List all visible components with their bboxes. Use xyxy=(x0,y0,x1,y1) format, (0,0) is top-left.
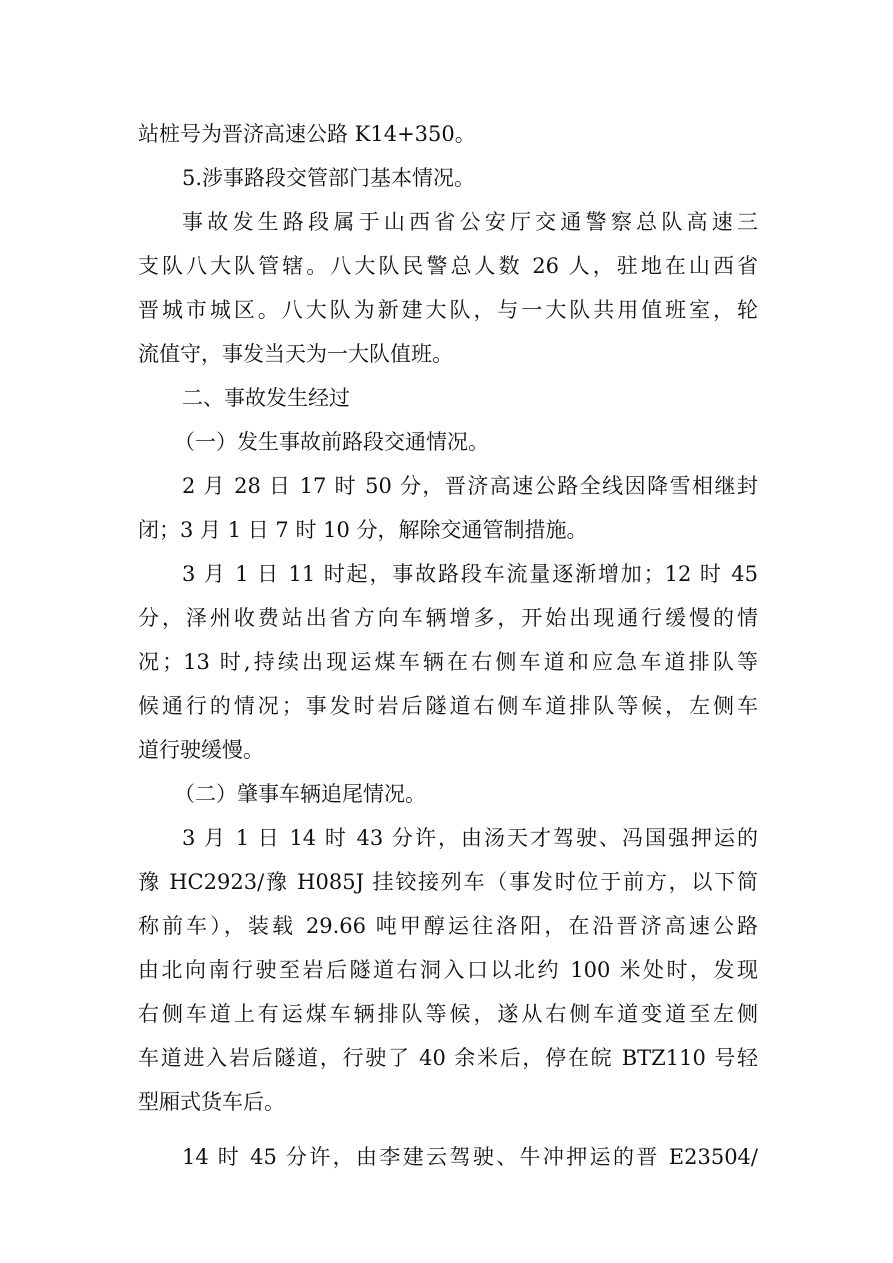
text-line: 事故发生路段属于山西省公安厅交通警察总队高速三 xyxy=(182,210,758,234)
text-line: 豫 HC2923/豫 H085J 挂铰接列车（事发时位于前方，以下简 xyxy=(138,870,758,894)
text-line: 车道进入岩后隧道，行驶了 40 余米后，停在皖 BTZ110 号轻 xyxy=(138,1046,758,1070)
text-line: 候通行的情况；事发时岩后隧道右侧车道排队等候，左侧车 xyxy=(138,694,758,718)
text-line: 闭；3 月 1 日 7 时 10 分，解除交通管制措施。 xyxy=(138,518,588,542)
text-line: 道行驶缓慢。 xyxy=(138,738,264,762)
subsection-heading: （一）发生事故前路段交通情况。 xyxy=(174,430,489,454)
text-line: 支队八大队管辖。八大队民警总人数 26 人，驻地在山西省 xyxy=(138,254,758,278)
text-line: 况；13 时,持续出现运煤车辆在右侧车道和应急车道排队等 xyxy=(138,650,758,674)
text-line: 3 月 1 日 11 时起，事故路段车流量逐渐增加；12 时 45 xyxy=(182,562,758,586)
text-line: 流值守，事发当天为一大队值班。 xyxy=(138,342,453,366)
subsection-heading: （二）肇事车辆追尾情况。 xyxy=(174,782,426,806)
text-line: 2 月 28 日 17 时 50 分，晋济高速公路全线因降雪相继封 xyxy=(182,474,758,498)
section-heading: 二、事故发生经过 xyxy=(182,386,350,410)
text-line: 晋城市城区。八大队为新建大队，与一大队共用值班室，轮 xyxy=(138,298,758,322)
text-line: 14 时 45 分许，由李建云驾驶、牛冲押运的晋 E23504/ xyxy=(182,1145,758,1169)
section-heading: 5.涉事路段交管部门基本情况。 xyxy=(182,166,476,190)
text-line: 3 月 1 日 14 时 43 分许，由汤天才驾驶、冯国强押运的 xyxy=(182,826,758,850)
document-body xyxy=(138,112,758,1179)
text-line: 站桩号为晋济高速公路 K14+350。 xyxy=(138,122,476,146)
text-line: 右侧车道上有运煤车辆排队等候，遂从右侧车道变道至左侧 xyxy=(138,1002,758,1026)
text-line: 分，泽州收费站出省方向车辆增多，开始出现通行缓慢的情 xyxy=(138,606,758,630)
text-line: 型厢式货车后。 xyxy=(138,1090,285,1114)
text-line: 由北向南行驶至岩后隧道右洞入口以北约 100 米处时，发现 xyxy=(138,958,758,982)
text-line: 称前车），装载 29.66 吨甲醇运往洛阳，在沿晋济高速公路 xyxy=(138,914,758,938)
